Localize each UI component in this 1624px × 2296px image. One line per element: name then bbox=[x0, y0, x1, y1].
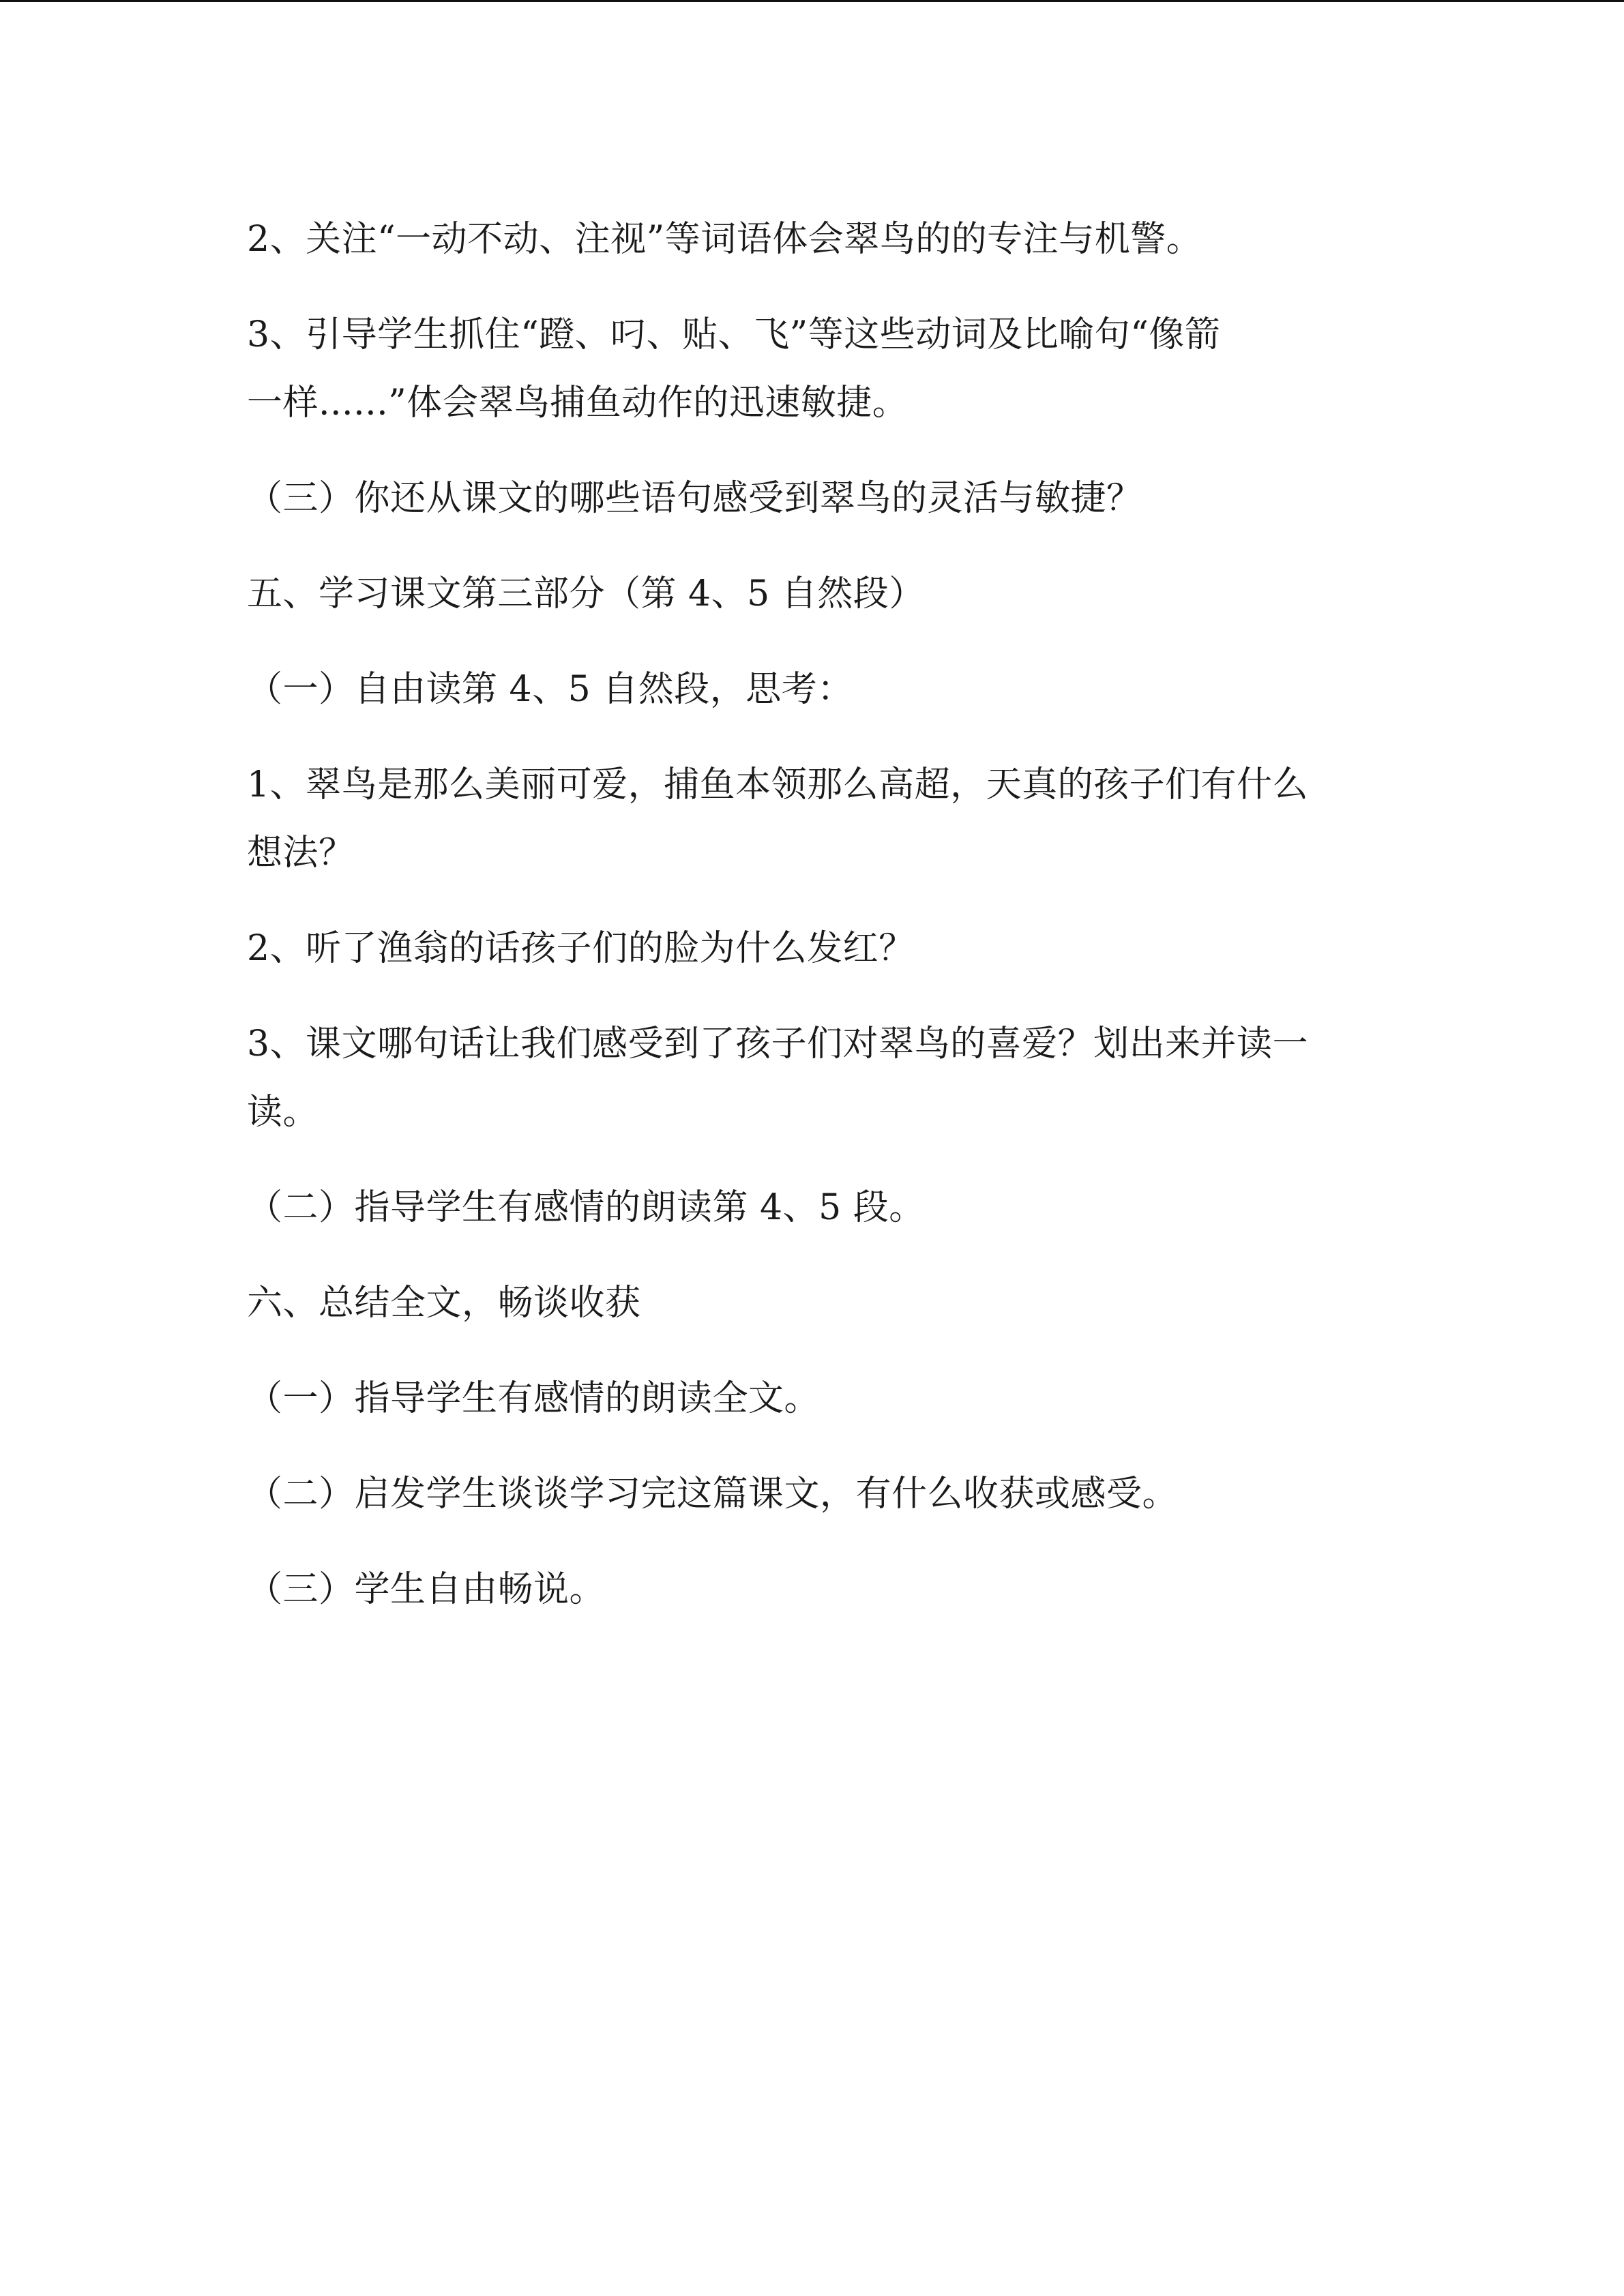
text-line: （一）自由读第 4、5 自然段，思考： bbox=[247, 669, 853, 710]
text-line: 一样......”体会翠鸟捕鱼动作的迅速敏捷。 bbox=[247, 383, 909, 423]
text-line: （一）指导学生有感情的朗读全文。 bbox=[247, 1378, 821, 1419]
section-heading: 六、总结全文，畅谈收获 bbox=[247, 1283, 641, 1324]
text-line: 读。 bbox=[247, 1092, 319, 1133]
text-line: 想法？ bbox=[247, 833, 355, 874]
text-line: （三）学生自由畅说。 bbox=[247, 1569, 606, 1610]
text-line: 2、听了渔翁的话孩子们的脸为什么发红？ bbox=[247, 928, 915, 969]
text-line: （二）指导学生有感情的朗读第 4、5 段。 bbox=[247, 1187, 925, 1228]
section-heading: 五、学习课文第三部分（第 4、5 自然段） bbox=[247, 573, 925, 614]
text-line: 2、关注“一动不动、注视”等词语体会翠鸟的的专注与机警。 bbox=[247, 219, 1202, 260]
text-line: 3、课文哪句话让我们感受到了孩子们对翠鸟的喜爱？划出来并读一 bbox=[247, 1024, 1309, 1064]
text-line: 3、引导学生抓住“蹬、叼、贴、飞”等这些动词及比喻句“像箭 bbox=[247, 314, 1221, 355]
text-line: （二）启发学生谈谈学习完这篇课文，有什么收获或感受。 bbox=[247, 1474, 1179, 1515]
text-line: （三）你还从课文的哪些语句感受到翠鸟的灵活与敏捷？ bbox=[247, 478, 1142, 519]
text-line: 1、翠鸟是那么美丽可爱，捕鱼本领那么高超，天真的孩子们有什么 bbox=[247, 764, 1309, 805]
